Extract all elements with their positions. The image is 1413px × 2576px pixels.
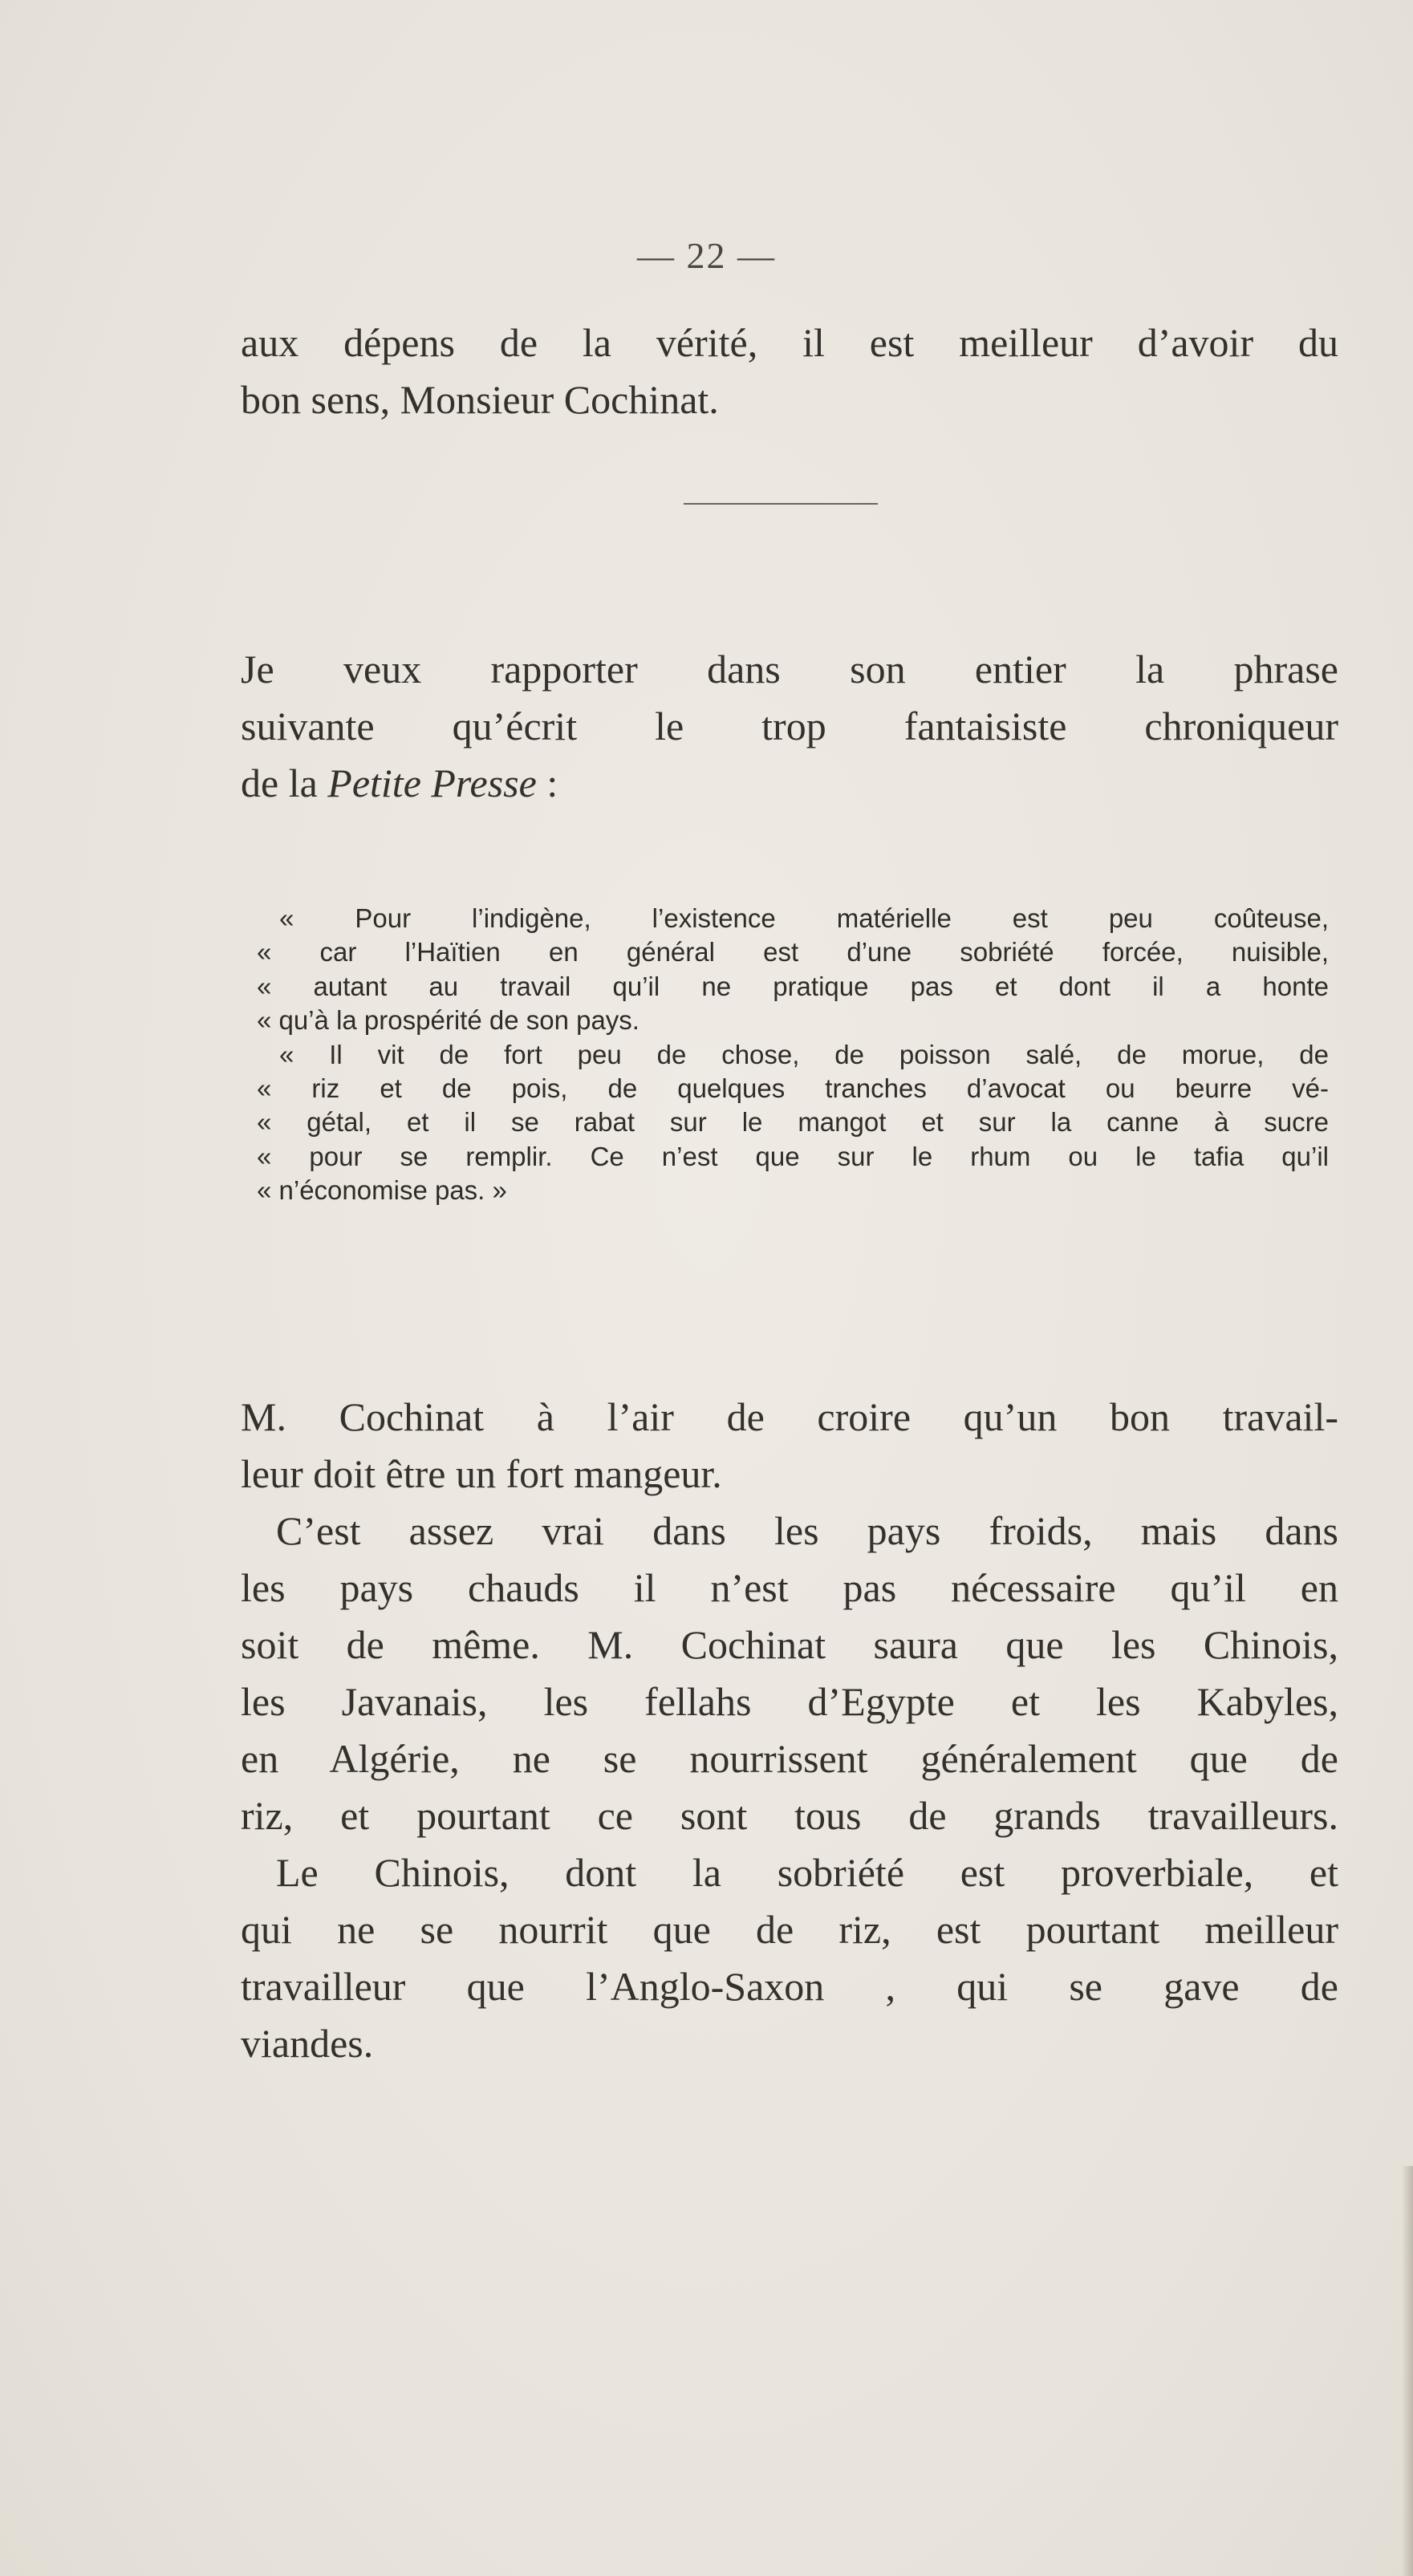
text-line: riz, et pourtant ce sont tous de grands travailleurs. xyxy=(241,1793,1338,1838)
quote-line: « riz et de pois, de quelques tranches d’avocat ou beurre vé- xyxy=(257,1073,1329,1103)
text-line: viandes. xyxy=(241,2021,374,2066)
text-line: Le Chinois, dont la sobriété est proverbiale, et xyxy=(276,1850,1338,1895)
text-line: C’est assez vrai dans les pays froids, mais dans xyxy=(276,1508,1338,1553)
text-line: leur doit être un fort mangeur. xyxy=(241,1451,722,1496)
page-edge-shadow xyxy=(1402,2166,1413,2576)
quote-line: « qu’à la prospérité de son pays. xyxy=(257,1005,640,1036)
text-line: qui ne se nourrit que de riz, est pourtant meilleur xyxy=(241,1907,1338,1952)
text-line: les pays chauds il n’est pas nécessaire qu’il en xyxy=(241,1565,1338,1610)
page-number: — 22 — xyxy=(637,235,776,276)
paragraph-cochinat xyxy=(241,1389,1338,2072)
quote-line: « autant au travail qu’il ne pratique pas et dont il a honte xyxy=(257,971,1329,1001)
text-line: soit de même. M. Cochinat saura que les Chinois, xyxy=(241,1622,1338,1667)
text-line: suivante qu’écrit le trop fantaisiste chroniqueur xyxy=(241,704,1338,748)
quote-line: « Il vit de fort peu de chose, de poisson salé, de morue, de xyxy=(279,1039,1329,1069)
quote-line: « car l’Haïtien en général est d’une sobriété forcée, nuisible, xyxy=(257,937,1329,968)
text-line: en Algérie, ne se nourrissent généralement que de xyxy=(241,1736,1338,1781)
section-divider xyxy=(684,503,878,505)
text-line: travailleur que l’Anglo-Saxon , qui se gave de xyxy=(241,1964,1338,2009)
text-line xyxy=(241,755,1338,812)
block-quote xyxy=(257,902,1329,1208)
text-line: Je veux rapporter dans son entier la phrase xyxy=(241,647,1338,692)
newspaper-title: Petite Presse xyxy=(327,761,537,805)
text-fragment: : xyxy=(536,761,558,805)
text-line: aux dépens de la vérité, il est meilleur d’avoir du xyxy=(241,320,1338,365)
text-line: M. Cochinat à l’air de croire qu’un bon travail- xyxy=(241,1394,1338,1439)
text-fragment: de la xyxy=(241,761,328,805)
quote-line: « n’économise pas. » xyxy=(257,1175,507,1206)
paragraph-phrase xyxy=(241,641,1338,812)
quote-line: « gétal, et il se rabat sur le mangot et sur la canne à sucre xyxy=(257,1107,1329,1138)
text-line: bon sens, Monsieur Cochinat. xyxy=(241,377,719,422)
text-line: les Javanais, les fellahs d’Egypte et les Kabyles, xyxy=(241,1679,1338,1724)
quote-line: « Pour l’indigène, l’existence matérielle est peu coûteuse, xyxy=(279,903,1329,933)
quote-line: « pour se remplir. Ce n’est que sur le rhum ou le tafia qu’il xyxy=(257,1141,1329,1171)
intro-paragraph xyxy=(241,314,1338,428)
